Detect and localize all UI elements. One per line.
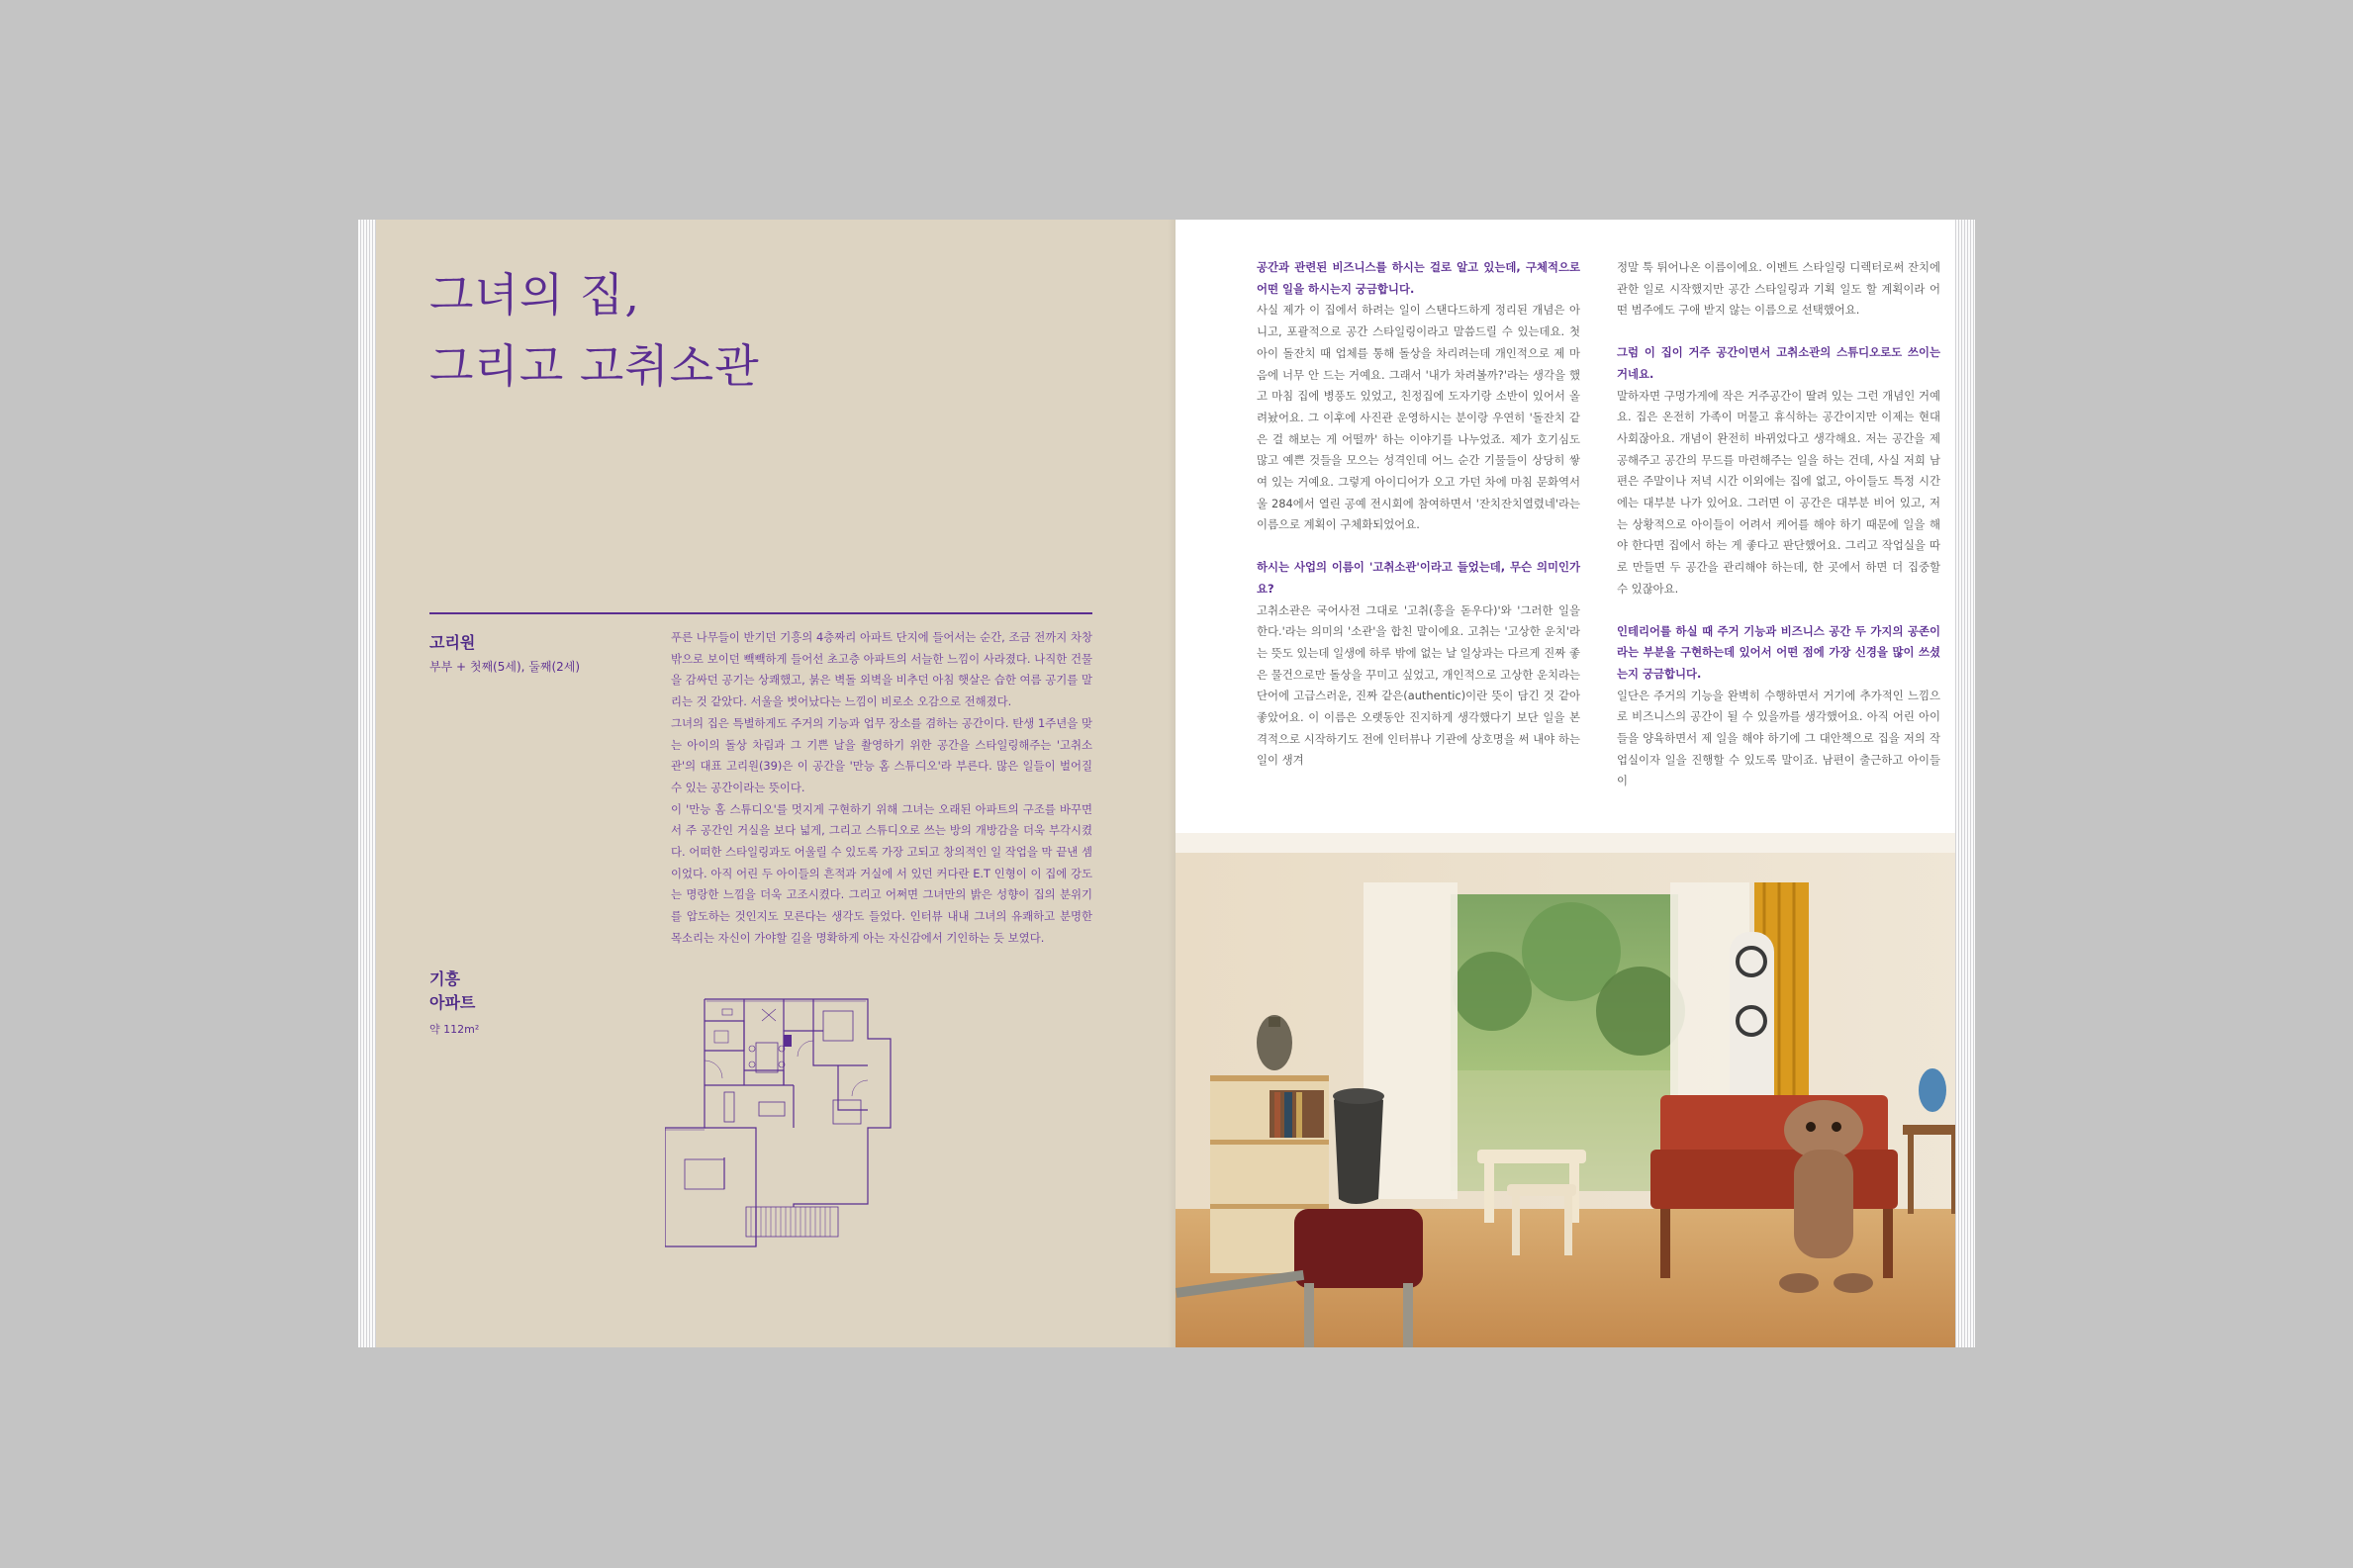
intro-text [671, 627, 1092, 950]
left-page [376, 220, 1176, 1347]
question: 공간과 관련된 비즈니스를 하시는 걸로 알고 있는데, 구체적으로 어떤 일을 하시는지 궁금합니다. [1257, 260, 1580, 296]
apartment-area: 약 112m² [429, 1023, 480, 1036]
answer: 일단은 주거의 기능을 완벽히 수행하면서 거기에 추가적인 느낌으로 비즈니스의 공간이 될 수 있을까를 생각했어요. 아직 어린 아이들을 양육하면서 제 일을 해야 하기에 그 대안책으로 집을 저의 작업실이자 일을 진행할 수 있도록 말이죠. 남편이 출근하고 아이들이 [1617, 688, 1940, 788]
question: 인테리어를 하실 때 주거 기능과 비즈니스 공간 두 가지의 공존이라는 부분을 구현하는데 있어서 어떤 점에 가장 신경을 많이 쓰셨는지 궁금합니다. [1617, 623, 1940, 681]
family-members: 부부 + 첫째(5세), 둘째(2세) [429, 660, 581, 674]
living-room-illustration [1176, 833, 1975, 1347]
page-edges-left [358, 220, 378, 1347]
floor-plan-drawing [665, 991, 1031, 1284]
apartment-title-line-2: 아파트 [429, 993, 476, 1012]
living-room-photo [1176, 833, 1975, 1347]
apartment-title [429, 968, 475, 1015]
answer: 정말 툭 튀어나온 이름이에요. 이벤트 스타일링 디렉터로써 잔치에 관한 일로 시작했지만 공간 스타일링과 기획 일도 할 계획이라 어떤 범주에도 구애 받지 않는 이름으로 선택했어요. [1617, 260, 1940, 318]
answer: 고취소관은 국어사전 그대로 '고취(흥을 돋우다)'와 '그러한 일을 한다.'라는 의미의 '소관'을 합친 말이에요. 고취는 '고상한 운치'라는 뜻도 있는데 일생에 하루 밖에 없는 날 일상과는 다르게 진짜 좋은 물건으로만 돌상을 꾸미고 싶었고, 개인적으로 고상한 운치라는 단어에 고급스러운, 진짜 같은(authentic)이란 뜻이 담긴 것 같아 좋았어요. 이 이름은 오랫동안 진지하게 생각했다기 보단 일을 본격적으로 시작하기도 전에 인터뷰나 기관에 상호명을 써 내야 하는 일이 생겨 [1257, 602, 1580, 768]
intro-paragraph: 이 '만능 홈 스튜디오'를 멋지게 구현하기 위해 그녀는 오래된 아파트의 구조를 바꾸면서 주 공간인 거실을 보다 넓게, 그리고 스튜디오로 쓰는 방의 개방감을 더욱 부각시켰다. 어떠한 스타일링과도 어울릴 수 있도록 가장 고되고 창의적인 일 작업을 막 끝낸 셈이었다. 아직 어린 두 아이들의 흔적과 거실에 서 있던 커다란 E.T 인형이 이 집에 강도는 명랑한 느낌을 더욱 고조시켰다. 그리고 어쩌면 그녀만의 밝은 성향이 집의 분위기를 압도하는 것인지도 모른다는 생각도 들었다. 인터뷰 내내 그녀의 유쾌하고 분명한 목소리는 자신이 가야할 길을 명확하게 아는 자신감에서 기인하는 듯 보였다. [671, 801, 1092, 945]
interview-column-1 [1257, 257, 1580, 792]
question: 그럼 이 집이 거주 공간이면서 고취소관의 스튜디오로도 쓰이는 거네요. [1617, 345, 1940, 381]
section-divider [429, 612, 1092, 614]
question: 하시는 사업의 이름이 '고취소관'이라고 들었는데, 무슨 의미인가요? [1257, 560, 1580, 596]
family-name: 고리원 [429, 633, 476, 652]
answer: 사실 제가 이 집에서 하려는 일이 스탠다드하게 정리된 개념은 아니고, 포괄적으로 공간 스타일링이라고 말씀드릴 수 있는데요. 첫아이 돌잔치 때 업체를 통해 돌상을 차리려는데 개인적으로 제 마음에 너무 안 드는 거예요. 그래서 '내가 차려볼까?'라는 생각을 했고 마침 집에 병풍도 있었고, 친정집에 도자기랑 소반이 있어서 올려놨어요. 그 이후에 사진관 운영하시는 분이랑 우연히 '돌잔치 같은 걸 해보는 게 어떨까' 하는 이야기를 나누었죠. 제가 호기심도 많고 예쁜 것들을 모으는 성격인데 어느 순간 기물들이 상당히 쌓여 있는 거예요. 그렇게 아이디어가 오고 가던 차에 마침 문화역서울 284에서 열린 공예 전시회에 참여하면서 '잔치잔치열렸네'라는 이름으로 계획이 구체화되었어요. [1257, 303, 1580, 532]
intro-paragraph: 그녀의 집은 특별하게도 주거의 기능과 업무 장소를 겸하는 공간이다. 탄생 1주년을 맞는 아이의 돌상 차림과 그 기쁜 날을 촬영하기 위한 공간을 스타일링해주는 '고취소관'의 대표 고리원(39)은 이 공간을 '만능 홈 스튜디오'라 부른다. 많은 일들이 벌어질 수 있는 공간이라는 뜻이다. [671, 715, 1092, 794]
page-edges-right [1955, 220, 1975, 1347]
apartment-title-line-1: 기흥 [429, 969, 460, 988]
magazine-spread [358, 220, 1975, 1347]
intro-paragraph: 푸른 나무들이 반기던 기흥의 4층짜리 아파트 단지에 들어서는 순간, 조금 전까지 차창 밖으로 보이던 빽빽하게 들어선 초고층 아파트의 서늘한 느낌이 사라졌다. 나직한 건물을 감싸던 공기는 상쾌했고, 붉은 벽돌 외벽을 비추던 아침 햇살은 습한 여름 공기를 말리는 것 같았다. 서울을 벗어났다는 느낌이 비로소 오감으로 전해졌다. [671, 630, 1092, 709]
article-title [429, 259, 760, 402]
interview-column-2 [1617, 257, 1940, 813]
title-line-1: 그녀의 집, [429, 268, 640, 322]
answer: 말하자면 구멍가게에 작은 거주공간이 딸려 있는 그런 개념인 거예요. 집은 온전히 가족이 머물고 휴식하는 공간이지만 이제는 현대사회잖아요. 개념이 완전히 바뀌었다고 생각해요. 저는 공간을 제공해주고 공간의 무드를 마련해주는 일을 하는 건데, 사실 저희 남편은 주말이나 저녁 시간 이외에는 집에 없고, 아이들도 특정 시간에는 대부분 나가 있어요. 그러면 이 공간은 대부분 비어 있고, 저는 상황적으로 아이들이 어려서 케어를 해야 하기 때문에 일을 해야 한다면 집에서 하는 게 좋다고 판단했어요. 그리고 작업실을 따로 만들면 두 공간을 관리해야 하는데, 한 곳에서 하면 더 집중할 수 있잖아요. [1617, 388, 1940, 596]
title-line-2: 그리고 고취소관 [429, 339, 760, 393]
